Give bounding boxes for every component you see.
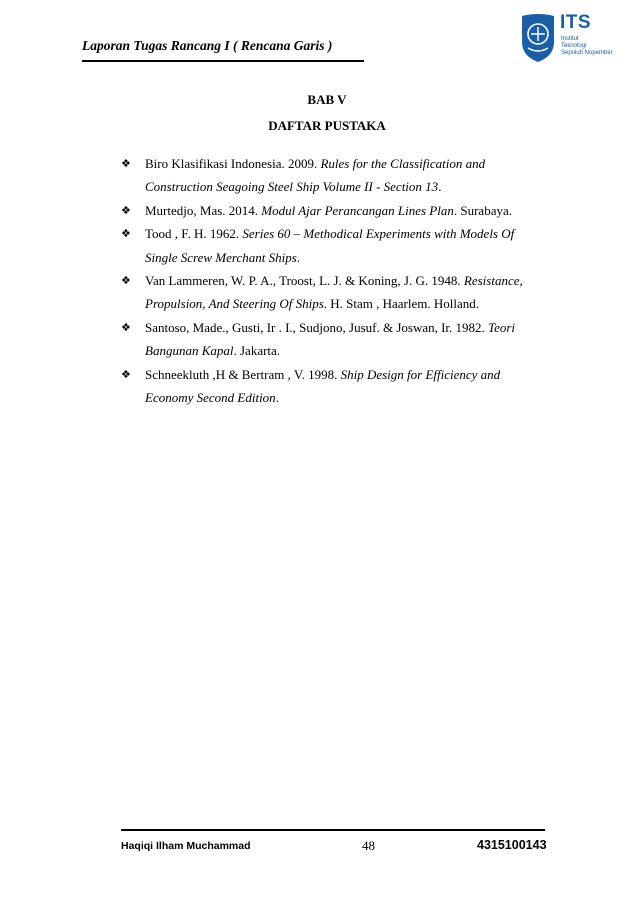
its-emblem-icon [518, 12, 558, 64]
reference-item [121, 269, 541, 316]
header-title: Laporan Tugas Rancang I ( Rencana Garis ) [82, 38, 333, 53]
reference-title: Rules for the Classification and Construction Seagoing Steel Ship Volume II - Section 13 [145, 156, 486, 195]
diamond-bullet-icon: ❖ [121, 274, 131, 288]
reference-text: Santoso, Made., Gusti, Ir . I., Sudjono, Jusuf. & Joswan, Ir. 1982. [145, 319, 489, 335]
diamond-bullet-icon: ❖ [121, 227, 131, 241]
reference-title: Resistance, Propulsion, And Steering Of Ships [145, 273, 523, 312]
student-id: 4315100143 [477, 838, 547, 852]
diamond-bullet-icon: ❖ [121, 157, 131, 170]
reference-text: Tood , F. H. 1962. [145, 226, 243, 242]
reference-text: Schneekluth ,H & Bertram , V. 1998. [145, 366, 341, 382]
footer-author: Haqiqi Ilham Muchammad [121, 840, 251, 852]
logo-line: Institut [561, 36, 579, 42]
diamond-bullet-icon: ❖ [121, 367, 131, 381]
reference-suffix: . [296, 249, 301, 265]
logo-subtitle [561, 36, 613, 56]
chapter-title: DAFTAR PUSTAKA [268, 118, 386, 133]
footer-rule [121, 829, 545, 831]
logo-line: Sepuluh Nopember [561, 49, 613, 56]
reference-text: Murtedjo, Mas. 2014. [145, 202, 262, 218]
diamond-bullet-icon: ❖ [121, 203, 131, 217]
reference-item [121, 152, 541, 199]
chapter-number: BAB V [307, 92, 347, 107]
diamond-bullet-icon: ❖ [121, 320, 131, 334]
header-rule [82, 60, 364, 62]
reference-item [121, 316, 541, 363]
reference-title: Modul Ajar Perancangan Lines Plan [261, 202, 454, 218]
logo-name: ITS [560, 12, 592, 33]
reference-text: Van Lammeren, W. P. A., Troost, L. J. & Koning, J. G. 1948. [145, 273, 464, 289]
reference-list [121, 152, 541, 409]
reference-item [121, 199, 541, 222]
reference-title: Teori Bangunan Kapal [145, 319, 516, 359]
reference-suffix: . Jakarta. [233, 343, 281, 359]
reference-suffix: . H. Stam , Haarlem. Holland. [323, 296, 479, 312]
page-number: 48 [362, 838, 375, 853]
logo-line: Teknologi [561, 42, 587, 49]
reference-item [121, 363, 541, 410]
reference-text: Biro Klasifikasi Indonesia. 2009. [145, 156, 321, 171]
reference-suffix: . [275, 390, 279, 406]
reference-item [121, 222, 541, 269]
reference-suffix: . Surabaya. [453, 202, 512, 218]
reference-title: Series 60 – Methodical Experiments with Models Of Single Screw Merchant Ships [145, 226, 515, 265]
its-logo [518, 12, 613, 64]
reference-title: Ship Design for Efficiency and Economy Second Edition [145, 366, 501, 406]
reference-suffix: . [438, 179, 442, 195]
